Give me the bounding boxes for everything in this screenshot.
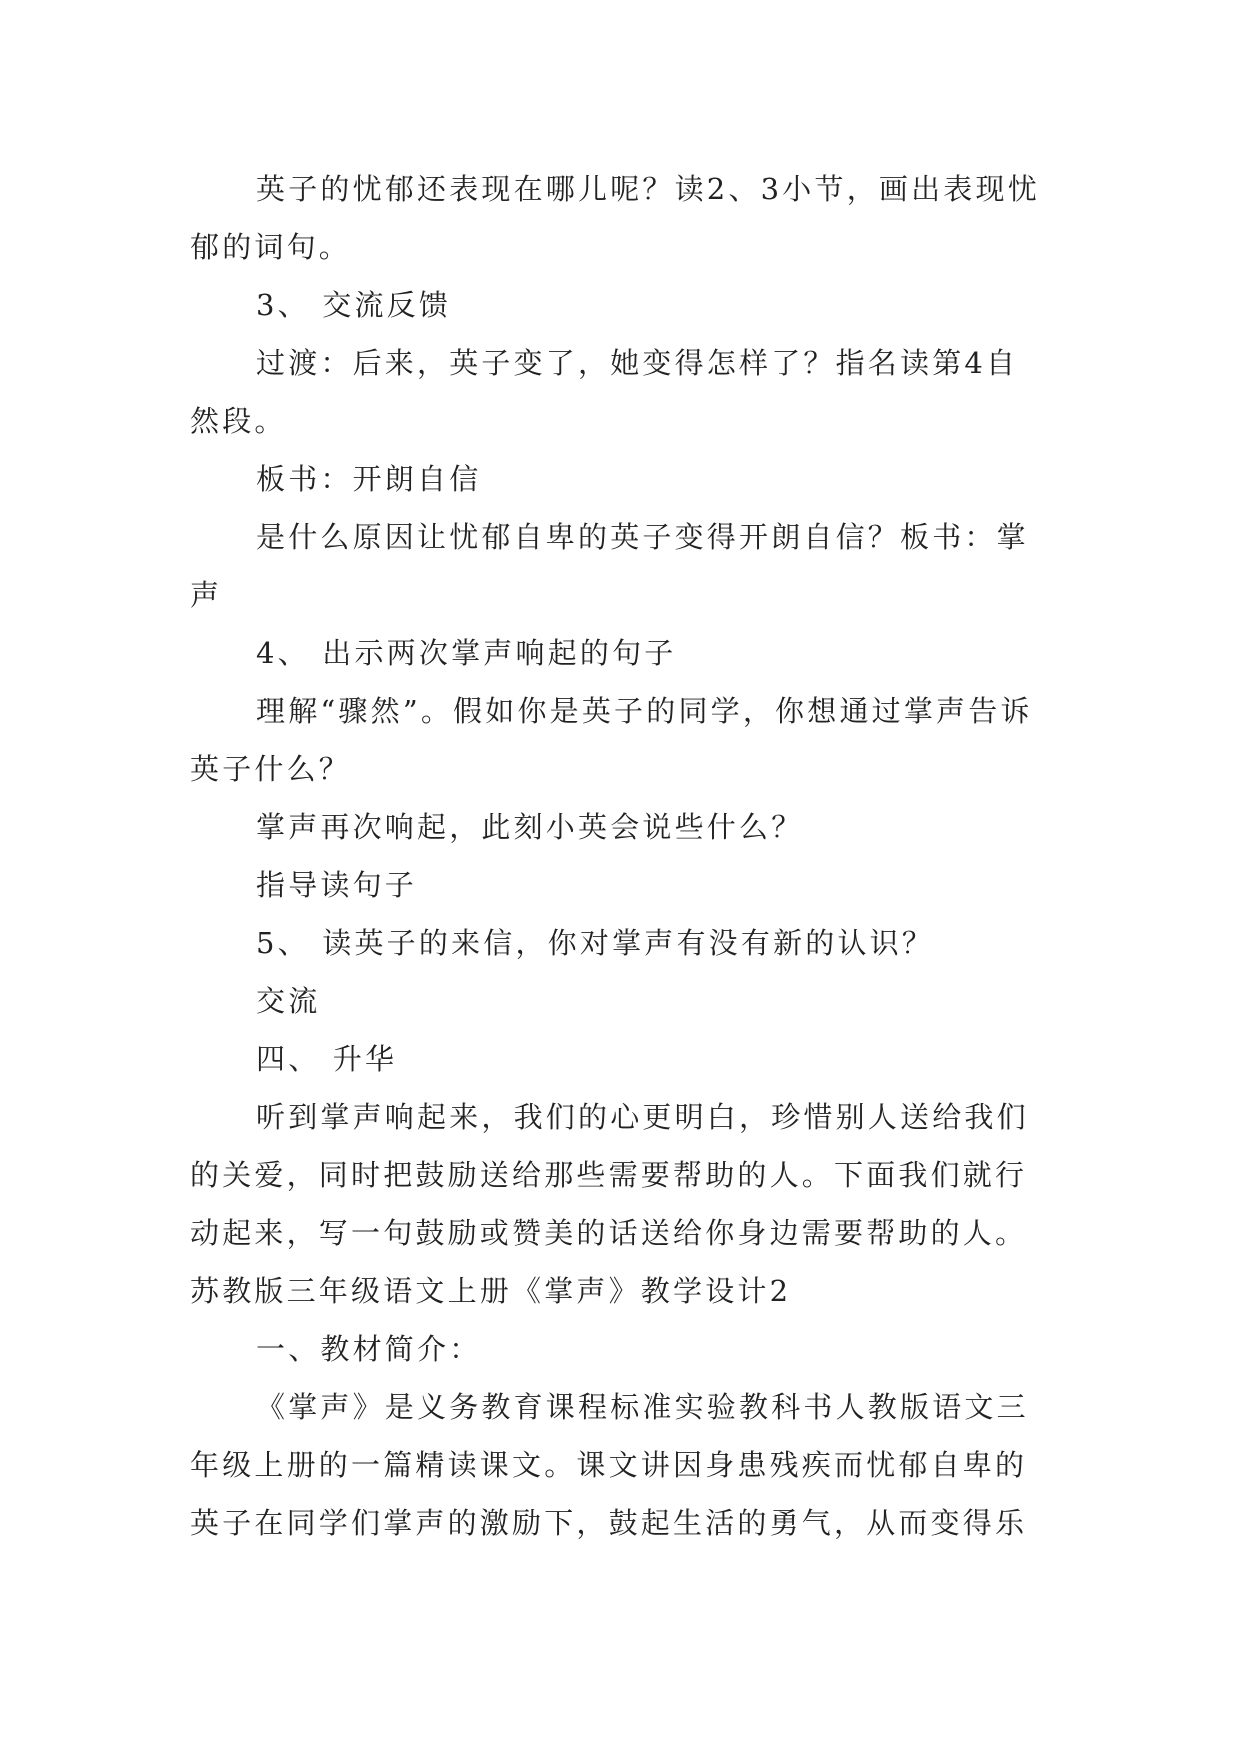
paragraph-step-3: 3、 交流反馈 [256, 288, 452, 322]
paragraph-blackboard-cheerful: 板书：开朗自信 [256, 462, 482, 496]
section-heading-design-2: 苏教版三年级语文上册《掌声》教学设计2 [190, 1274, 792, 1308]
paragraph-transition: 过渡：后来，英子变了，她变得怎样了？指名读第4自然段。 [190, 346, 1019, 438]
paragraph-section-four: 四、 升华 [256, 1042, 398, 1076]
paragraph-step-5: 5、 读英子的来信，你对掌声有没有新的认识？ [256, 926, 935, 960]
paragraph-reason-question: 是什么原因让忧郁自卑的英子变得开朗自信？板书：掌声 [190, 520, 1029, 612]
paragraph-guide-reading: 指导读句子 [256, 868, 418, 902]
paragraph-understand-suddenly: 理解“骤然”。假如你是英子的同学，你想通过掌声告诉英子什么？ [190, 694, 1033, 786]
paragraph-section-one: 一、教材简介： [256, 1332, 482, 1366]
document-body [190, 160, 1050, 1552]
paragraph-exchange: 交流 [256, 984, 321, 1018]
paragraph-question-melancholy: 英子的忧郁还表现在哪儿呢？读2、3小节，画出表现忧郁的词句。 [190, 172, 1040, 264]
paragraph-textbook-intro: 《掌声》是义务教育课程标准实验教科书人教版语文三年级上册的一篇精读课文。课文讲因身患残疾而忧郁自卑的英子在同学们掌声的激励下，鼓起生活的勇气，从而变得乐 [190, 1390, 1029, 1540]
paragraph-sublimation: 听到掌声响起来，我们的心更明白，珍惜别人送给我们的关爱，同时把鼓励送给那些需要帮助的人。下面我们就行动起来，写一句鼓励或赞美的话送给你身边需要帮助的人。 [190, 1100, 1029, 1250]
paragraph-applause-again: 掌声再次响起，此刻小英会说些什么？ [256, 810, 804, 844]
paragraph-step-4: 4、 出示两次掌声响起的句子 [256, 636, 677, 670]
